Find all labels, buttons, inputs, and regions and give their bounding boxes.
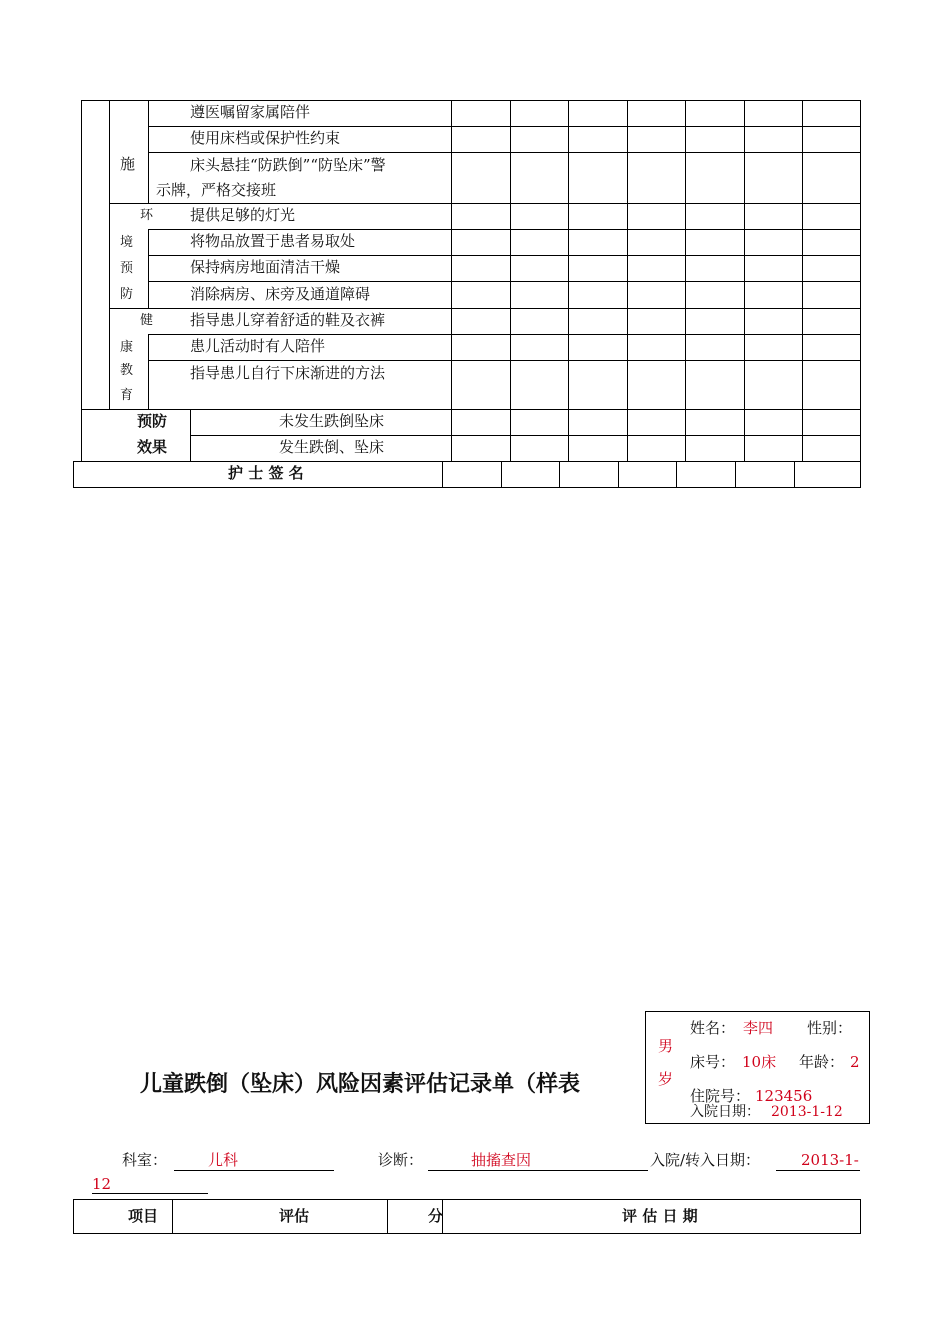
form-title: 儿童跌倒（坠床）风险因素评估记录单（样表 [140,1072,581,1097]
nurse-signature-label: 护 士 签 名 [228,464,304,482]
table-row-item: 患儿活动时有人陪伴 [190,337,326,355]
gender-value: 男 [658,1037,674,1055]
admit-value-continued: 12 [92,1175,112,1193]
bed-label: 床号： [690,1053,736,1071]
group-label-health-education: 育 [120,388,134,403]
group-label-environment: 境 [120,235,134,250]
table-row-item: 示牌，严格交接班 [156,181,277,199]
name-label: 姓名： [690,1019,736,1037]
table-row-item: 消除病房、床旁及通道障碍 [190,285,371,303]
admission-no-label: 住院号： [690,1087,751,1105]
admission-date-value: 2013-1-12 [771,1104,843,1120]
table-row-item: 使用床档或保护性约束 [190,129,341,147]
table-row-item: 未发生跌倒坠床 [279,412,385,430]
header-score: 分 [428,1207,444,1225]
header-item: 项目 [128,1207,159,1225]
admit-label: 入院/转入日期： [650,1151,761,1169]
group-label-environment: 环 [140,208,154,223]
gender-label: 性别： [807,1019,853,1037]
admission-date-label: 入院日期： [690,1104,760,1120]
group-label-health-education: 教 [120,363,134,378]
table-row-item: 指导患儿自行下床渐进的方法 [190,364,386,382]
bed-value: 10床 [742,1053,777,1071]
age-label: 年龄： [799,1053,845,1071]
dept-label: 科室： [122,1151,168,1169]
diagnosis-value: 抽搐查因 [471,1151,532,1169]
table-row-item: 保持病房地面清洁干燥 [190,258,341,276]
group-label-environment: 防 [120,287,134,302]
table-row-item: 发生跌倒、坠床 [279,438,385,456]
table-row-item: 提供足够的灯光 [190,206,296,224]
patient-info-box [645,1011,870,1124]
table-row-item: 指导患儿穿着舒适的鞋及衣裤 [190,311,386,329]
table-row-item: 将物品放置于患者易取处 [190,232,356,250]
header-assess: 评估 [279,1207,310,1225]
group-label-health-education: 健 [140,313,154,328]
name-value: 李四 [743,1019,774,1037]
age-unit: 岁 [658,1070,674,1088]
diagnosis-label: 诊断： [378,1151,424,1169]
age-value: 2 [850,1053,860,1071]
dept-value: 儿科 [208,1151,239,1169]
table-row-item: 床头悬挂“防跌倒”“防坠床”警 [190,156,386,174]
admit-value: 2013-1- [801,1151,859,1169]
header-date: 评 估 日 期 [622,1207,698,1225]
effect-label: 预防 [137,412,168,430]
group-label-health-education: 康 [120,340,134,355]
admission-no-value: 123456 [755,1087,813,1105]
group-label-measures: 施 [120,155,136,173]
effect-label: 效果 [137,438,168,456]
table-row-item: 遵医嘱留家属陪伴 [190,103,311,121]
group-label-environment: 预 [120,261,134,276]
